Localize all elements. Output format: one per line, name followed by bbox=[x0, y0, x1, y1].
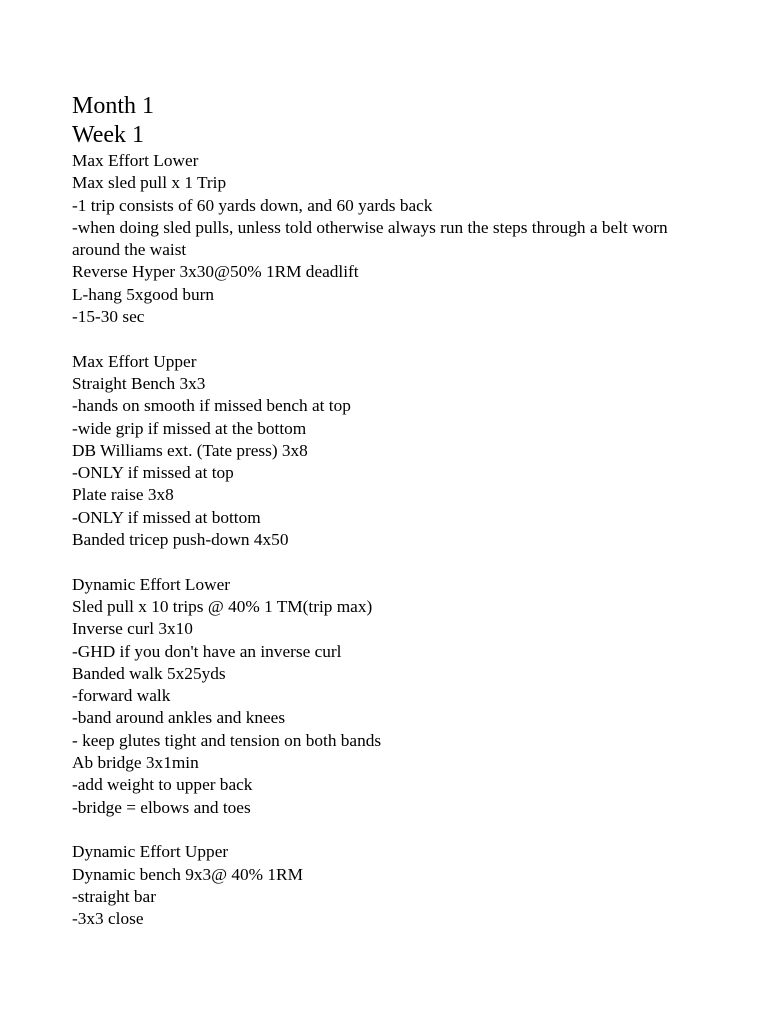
note-line: -3x3 close bbox=[72, 909, 144, 929]
note-line: -bridge = elbows and toes bbox=[72, 797, 251, 817]
note-line: -ONLY if missed at top bbox=[72, 463, 234, 483]
section-max-effort-lower bbox=[72, 150, 708, 328]
note-line: -1 trip consists of 60 yards down, and 60 yards back bbox=[72, 195, 433, 215]
month-heading: Month 1 bbox=[72, 93, 155, 119]
note-line: -hands on smooth if missed bench at top bbox=[72, 396, 351, 416]
note-line: -wide grip if missed at the bottom bbox=[72, 418, 307, 438]
note-line: -when doing sled pulls, unless told otherwise always run the steps through a belt worn around the waist bbox=[72, 217, 668, 260]
week-heading: Week 1 bbox=[72, 122, 145, 148]
note-line: -band around ankles and knees bbox=[72, 708, 286, 728]
exercise-line: Inverse curl 3x10 bbox=[72, 619, 193, 639]
note-line: -GHD if you don't have an inverse curl bbox=[72, 641, 342, 661]
exercise-line: Sled pull x 10 trips @ 40% 1 TM(trip max) bbox=[72, 596, 373, 616]
exercise-line: Banded tricep push-down 4x50 bbox=[72, 530, 289, 550]
note-line: -add weight to upper back bbox=[72, 775, 253, 795]
exercise-line: Ab bridge 3x1min bbox=[72, 753, 199, 773]
section-title: Dynamic Effort Upper bbox=[72, 842, 229, 862]
section-dynamic-effort-lower bbox=[72, 574, 708, 819]
section-title: Dynamic Effort Lower bbox=[72, 574, 231, 594]
exercise-line: Reverse Hyper 3x30@50% 1RM deadlift bbox=[72, 262, 359, 282]
exercise-line: L-hang 5xgood burn bbox=[72, 284, 215, 304]
exercise-line: Max sled pull x 1 Trip bbox=[72, 173, 227, 193]
note-line: -straight bar bbox=[72, 886, 156, 906]
exercise-line: Banded walk 5x25yds bbox=[72, 663, 226, 683]
note-line: - keep glutes tight and tension on both bands bbox=[72, 730, 382, 750]
exercise-line: Dynamic bench 9x3@ 40% 1RM bbox=[72, 864, 303, 884]
section-max-effort-upper bbox=[72, 351, 708, 552]
section-spacer bbox=[72, 328, 708, 350]
note-line: -forward walk bbox=[72, 686, 171, 706]
section-spacer bbox=[72, 551, 708, 573]
exercise-line: Plate raise 3x8 bbox=[72, 485, 174, 505]
note-line: -15-30 sec bbox=[72, 307, 145, 327]
section-dynamic-effort-upper bbox=[72, 841, 708, 930]
section-title: Max Effort Upper bbox=[72, 351, 197, 371]
note-line: -ONLY if missed at bottom bbox=[72, 507, 261, 527]
section-title: Max Effort Lower bbox=[72, 151, 199, 170]
exercise-line: Straight Bench 3x3 bbox=[72, 373, 206, 393]
exercise-line: DB Williams ext. (Tate press) 3x8 bbox=[72, 440, 308, 460]
section-spacer bbox=[72, 819, 708, 841]
